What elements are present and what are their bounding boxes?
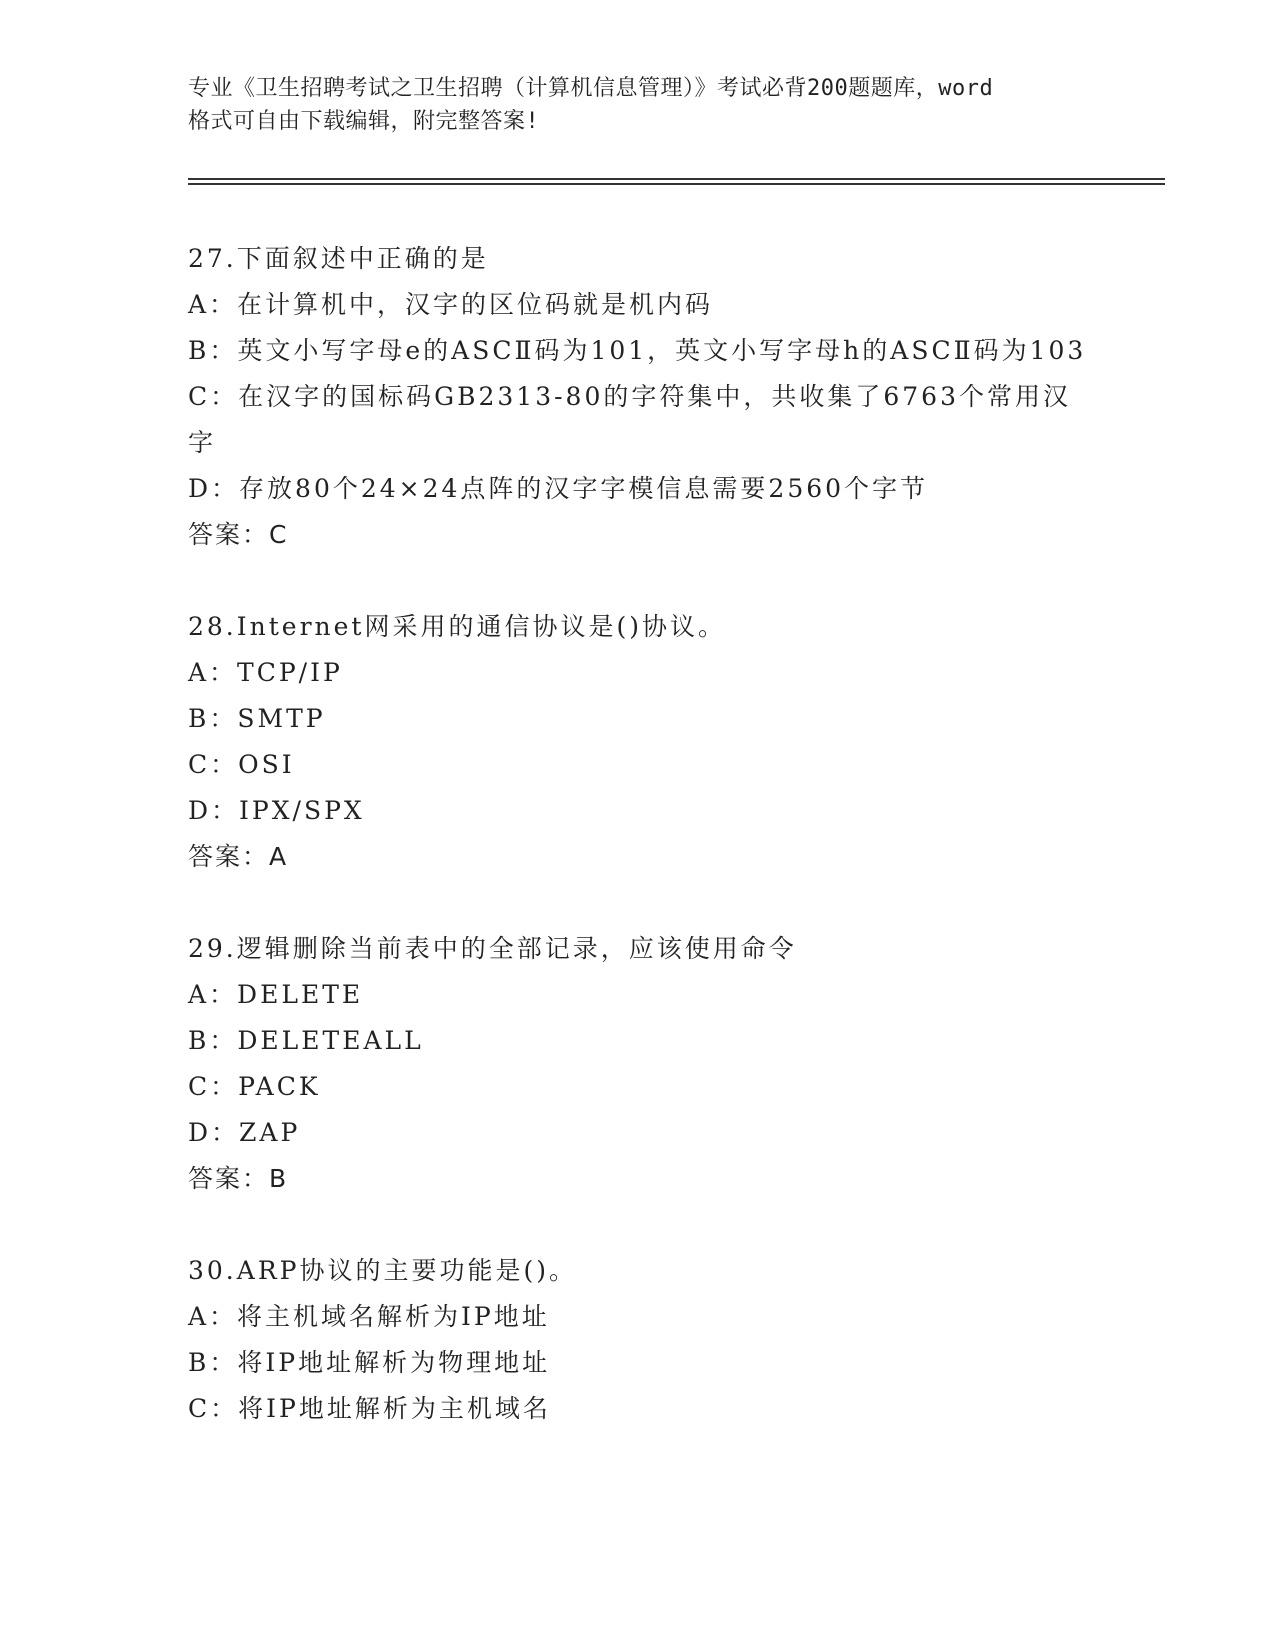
option-b: B：DELETEALL (188, 1026, 424, 1055)
option-b: B：将IP地址解析为物理地址 (188, 1348, 551, 1377)
header-divider-top (188, 178, 1165, 180)
question-28 (188, 604, 1088, 880)
header-divider-bottom (188, 183, 1165, 185)
option-d: D：存放80个24×24点阵的汉字字模信息需要2560个字节 (188, 474, 929, 503)
question-27 (188, 236, 1088, 558)
question-stem: 30.ARP协议的主要功能是()。 (188, 1256, 577, 1285)
header-line-1: 专业《卫生招聘考试之卫生招聘（计算机信息管理）》考试必背200题题库，word (188, 76, 994, 101)
answer-label: 答案：B (188, 1164, 289, 1193)
answer-label: 答案：C (188, 520, 289, 549)
option-d: D：ZAP (188, 1118, 301, 1147)
option-b: B：SMTP (188, 704, 326, 733)
option-a: A：DELETE (188, 980, 364, 1009)
option-c: C：OSI (188, 750, 295, 779)
document-header (188, 72, 1098, 138)
question-stem: 27.下面叙述中正确的是 (188, 244, 489, 273)
question-stem: 28.Internet网采用的通信协议是()协议。 (188, 612, 726, 641)
option-b: B：英文小写字母e的ASCⅡ码为101，英文小写字母h的ASCⅡ码为103 (188, 336, 1087, 365)
option-c: C：在汉字的国标码GB2313-80的字符集中，共收集了6763个常用汉字 (188, 382, 1071, 457)
option-c: C：PACK (188, 1072, 321, 1101)
option-d: D：IPX/SPX (188, 796, 365, 825)
header-line-2: 格式可自由下载编辑，附完整答案! (188, 109, 540, 134)
question-29 (188, 926, 1088, 1202)
option-a: A：TCP/IP (188, 658, 343, 687)
question-30 (188, 1248, 1088, 1432)
option-c: C：将IP地址解析为主机域名 (188, 1394, 551, 1423)
option-a: A：将主机域名解析为IP地址 (188, 1302, 550, 1331)
option-a: A：在计算机中，汉字的区位码就是机内码 (188, 290, 714, 319)
answer-label: 答案：A (188, 842, 289, 871)
question-list (188, 236, 1088, 1478)
question-stem: 29.逻辑删除当前表中的全部记录，应该使用命令 (188, 934, 797, 963)
